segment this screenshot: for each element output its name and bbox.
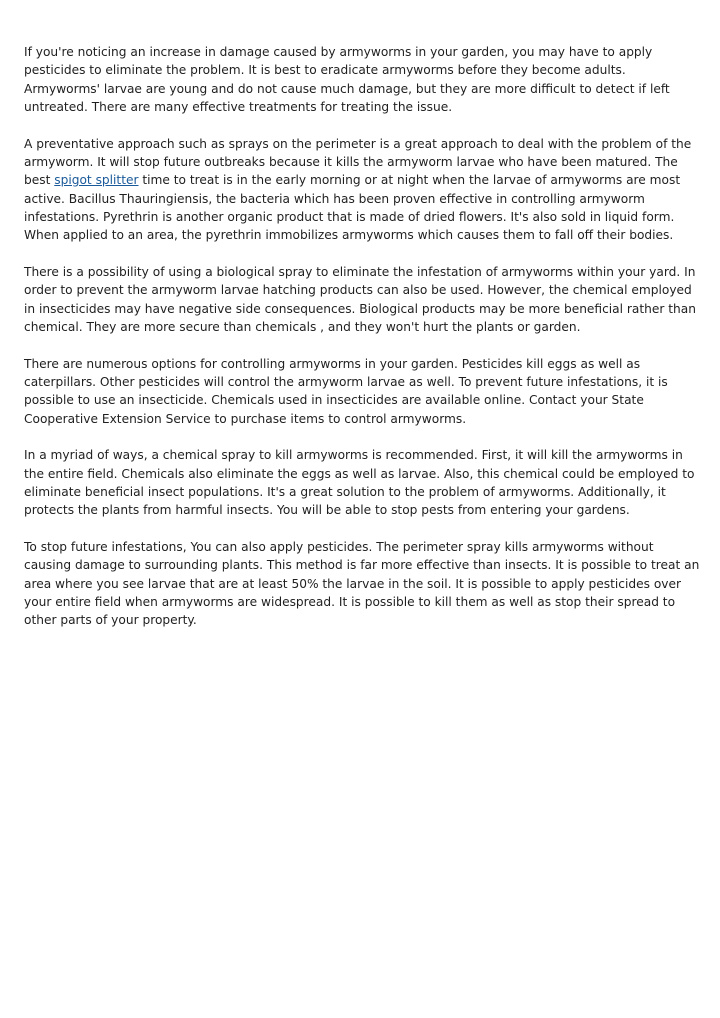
article-body — [24, 43, 700, 648]
paragraph-preventative-before: A preventative approach such as sprays on the perimeter is a great approach to deal with the problem of the armyworm. It will stop future outbreaks because it kills the armyworm larvae who have been matured. The best — [24, 136, 692, 188]
paragraph-preventative — [24, 135, 700, 245]
paragraph-chemical: In a myriad of ways, a chemical spray to kill armyworms is recommended. First, it will kill the armyworms in the entire field. Chemicals also eliminate the eggs as well as larvae. Also, this chemical could be employed to eliminate beneficial insect populations. It's a great solution to the problem of armyworms. Additionally, it protects the plants from harmful insects. You will be able to stop pests from entering your gardens. — [24, 448, 695, 518]
paragraph-future: To stop future infestations, You can also apply pesticides. The perimeter spray kills armyworms without causing damage to surrounding plants. This method is far more effective than insects. It is possible to treat an area where you see larvae that are at least 50% the larvae in the soil. It is possible to apply pesticides over your entire field when armyworms are widespread. It is possible to kill them as well as stop their spread to other parts of your property. — [24, 540, 700, 628]
paragraph-options: There are numerous options for controlling armyworms in your garden. Pesticides kill eggs as well as caterpillars. Other pesticides will control the armyworm larvae as well. To prevent future infestations, it is possible to use an insecticide. Chemicals used in insecticides are available online. Contact your State Cooperative Extension Service to purchase items to control armyworms. — [24, 356, 668, 426]
paragraph-intro: If you're noticing an increase in damage caused by armyworms in your garden, you may have to apply pesticides to eliminate the problem. It is best to eradicate armyworms before they become adults. Armyworms' larvae are young and do not cause much damage, but they are more difficult to detect if left untreated. There are many effective treatments for treating the issue. — [24, 45, 670, 114]
spigot-splitter-link[interactable]: spigot splitter — [54, 173, 139, 188]
paragraph-preventative-after: time to treat is in the early morning or at night when the larvae of armyworms are most active. Bacillus Thauringiensis, the bacteria which has been proven effective in controlling armyworm infestations. Pyrethrin is another organic product that is made of dried flowers. It's also sold in liquid form. When applied to an area, the pyrethrin immobilizes armyworms which causes them to fall off their bodies. — [24, 173, 681, 243]
paragraph-biological: There is a possibility of using a biological spray to eliminate the infestation of armyworms within your yard. In order to prevent the armyworm larvae hatching products can also be used. However, the chemical employed in insecticides may have negative side consequences. Biological products may be more beneficial rather than chemical. They are more secure than chemicals , and they won't hurt the plants or garden. — [24, 264, 696, 334]
